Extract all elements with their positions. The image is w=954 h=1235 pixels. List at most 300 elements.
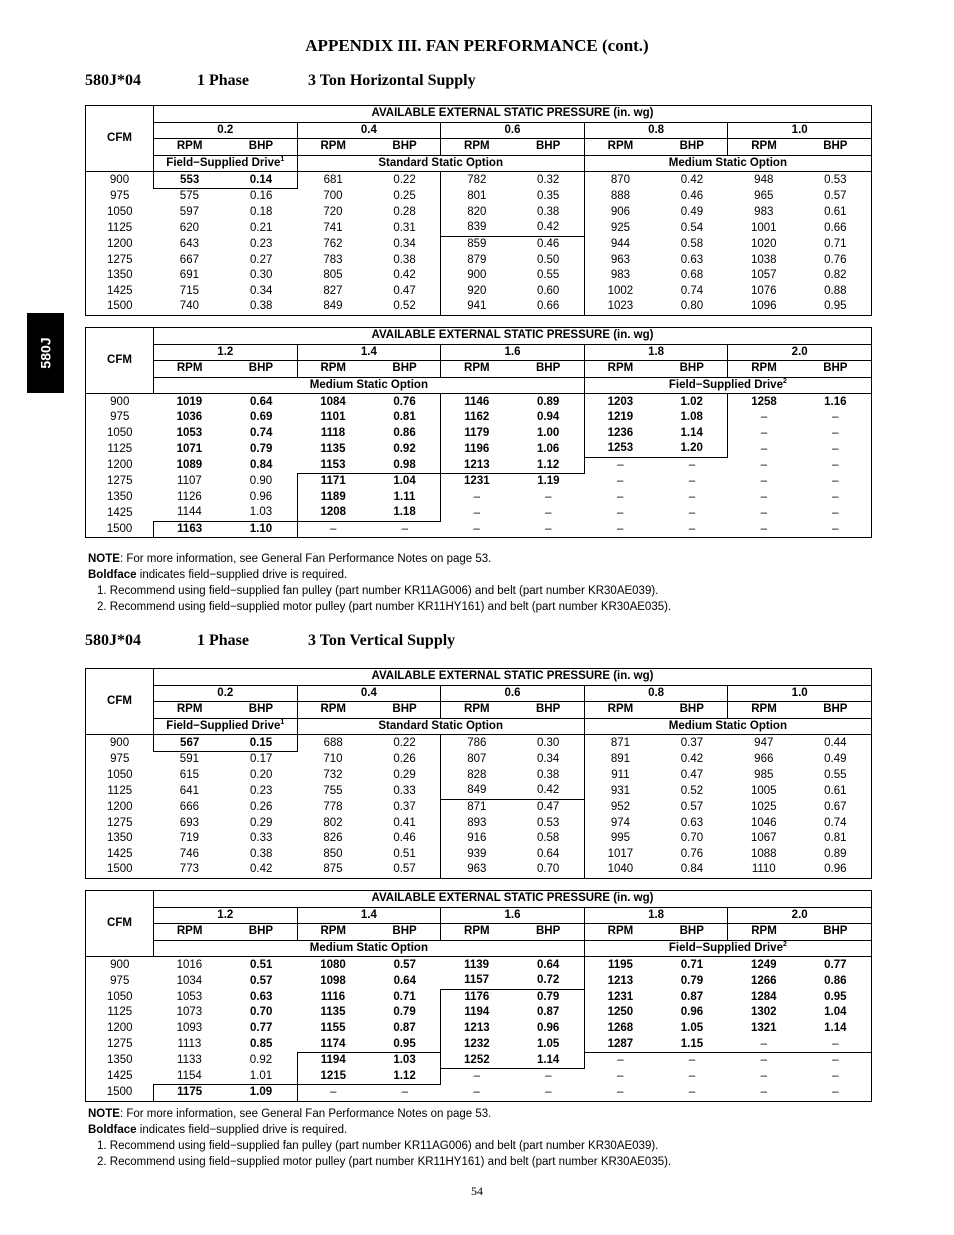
value-cell: – [656, 1085, 728, 1102]
table-row [86, 394, 872, 410]
cfm-cell: 1425 [86, 847, 154, 863]
value-cell: – [800, 426, 872, 442]
value-cell: 0.52 [369, 299, 441, 315]
value-cell: 0.71 [393, 990, 416, 1003]
value-cell: 1208 [297, 505, 369, 521]
value-cell: 0.27 [250, 253, 273, 266]
value-cell: 0.77 [250, 1022, 273, 1035]
table-row [86, 521, 872, 538]
value-cell: 0.81 [393, 411, 416, 424]
phase-label: 1 Phase [197, 632, 249, 649]
value-cell: 0.95 [800, 299, 872, 315]
value-cell: 1135 [320, 442, 346, 455]
value-cell: 916 [441, 831, 513, 847]
value-cell: – [800, 410, 872, 426]
table-row [86, 188, 872, 204]
value-cell: – [369, 1085, 441, 1102]
value-cell: 0.64 [250, 395, 273, 408]
column-label: BHP [512, 702, 584, 719]
value-cell: 688 [323, 736, 343, 749]
value-cell: 1154 [177, 1069, 202, 1082]
option-label-text: Field−Supplied Drive [166, 720, 281, 733]
value-cell: 0.87 [680, 990, 704, 1003]
value-cell: 1175 [154, 1085, 226, 1102]
table-row [86, 268, 872, 284]
value-cell: 1133 [177, 1053, 202, 1066]
table-row [86, 1069, 872, 1085]
value-cell: 0.94 [512, 410, 584, 426]
cfm-cell: 1200 [86, 457, 154, 473]
value-cell: 0.90 [249, 474, 273, 487]
column-label: BHP [512, 924, 584, 941]
value-cell: 944 [610, 237, 631, 250]
value-cell: 782 [441, 172, 513, 189]
value-cell: – [545, 490, 552, 503]
value-cell: 1153 [320, 458, 346, 471]
value-cell: 1.04 [369, 473, 441, 489]
option-label [154, 940, 585, 957]
value-cell: 1189 [297, 489, 369, 505]
cfm-cell: 1350 [86, 489, 154, 505]
footnote-ref: 1 [280, 156, 285, 164]
value-cell: 849 [441, 783, 513, 799]
pressure-value: 1.4 [297, 907, 441, 924]
value-cell: – [760, 506, 767, 519]
value-cell: 1001 [750, 221, 777, 234]
pressure-value: 2.0 [728, 344, 872, 361]
value-cell: 0.86 [393, 426, 416, 439]
value-cell: 820 [441, 205, 513, 221]
value-cell: 985 [754, 768, 774, 781]
value-cell: 1017 [607, 847, 634, 860]
column-label: BHP [369, 702, 441, 719]
option-row [86, 718, 872, 735]
value-cell: 773 [154, 862, 226, 878]
cfm-cell: 1050 [86, 426, 154, 442]
value-cell: 0.35 [512, 188, 584, 204]
pressure-header: AVAILABLE EXTERNAL STATIC PRESSURE (in. wg) [154, 328, 872, 345]
value-cell: 1053 [176, 426, 203, 439]
cfm-cell: 1425 [86, 1069, 154, 1085]
cfm-cell: 900 [86, 394, 154, 410]
column-label: RPM [154, 139, 226, 156]
value-cell: 0.46 [512, 236, 584, 252]
option-label [584, 718, 871, 735]
value-cell: 1126 [177, 490, 202, 503]
value-cell: 0.31 [393, 221, 416, 234]
value-cell: 0.16 [250, 190, 273, 203]
pressure-value: 0.8 [584, 122, 728, 139]
value-cell: – [728, 521, 800, 538]
value-cell: 1.18 [369, 505, 441, 521]
value-cell: 0.49 [680, 205, 704, 218]
cfm-cell: 1425 [86, 284, 154, 300]
value-cell: 1302 [750, 1006, 777, 1019]
pressure-value: 0.2 [154, 685, 298, 702]
value-cell: 0.38 [250, 847, 273, 860]
value-cell: 1034 [176, 974, 203, 987]
value-cell: – [473, 1070, 481, 1083]
table-row [86, 205, 872, 221]
value-cell: 1.05 [512, 1036, 584, 1052]
value-cell: 715 [179, 284, 199, 297]
value-cell: 1162 [441, 410, 513, 426]
cfm-cell: 1050 [86, 205, 154, 221]
value-cell: 1.02 [656, 394, 728, 410]
cfm-cell: 1275 [86, 1036, 154, 1052]
column-label: BHP [369, 361, 441, 378]
column-label: BHP [656, 361, 728, 378]
footnote-ref: 2 [782, 941, 787, 949]
value-cell: 0.29 [393, 768, 416, 781]
value-cell: 1005 [750, 784, 777, 797]
value-cell: 0.88 [800, 284, 872, 300]
value-cell: 1046 [750, 816, 777, 829]
column-label: RPM [441, 924, 513, 941]
value-cell: 0.46 [680, 190, 704, 203]
value-cell: 778 [323, 800, 343, 813]
value-cell: 891 [610, 753, 631, 766]
value-cell: – [800, 1052, 872, 1068]
value-cell: 0.57 [800, 188, 872, 204]
value-cell: – [800, 457, 872, 473]
value-cell: 1093 [176, 1022, 203, 1035]
column-label-row [86, 924, 872, 941]
value-cell: 0.25 [393, 190, 416, 203]
cfm-cell: 1275 [86, 473, 154, 489]
value-cell: 0.32 [512, 172, 584, 189]
table-row [86, 172, 872, 189]
value-cell: 0.26 [393, 753, 416, 766]
value-cell: – [800, 505, 872, 521]
value-cell: 1179 [441, 426, 513, 442]
value-cell: 1284 [750, 990, 777, 1003]
cfm-cell: 1500 [86, 1085, 154, 1102]
column-label: BHP [369, 924, 441, 941]
supply-label: 3 Ton Horizontal Supply [308, 72, 476, 89]
boldface-label: Boldface [88, 1124, 137, 1136]
table-row [86, 284, 872, 300]
option-label [297, 718, 584, 735]
value-cell: – [441, 521, 513, 538]
pressure-header: AVAILABLE EXTERNAL STATIC PRESSURE (in. wg) [154, 891, 872, 908]
value-cell: 0.57 [393, 958, 416, 971]
footnote-2: 2. Recommend using field−supplied motor pulley (part number KR11HY161) and belt (part number KR30AE035). [97, 1156, 672, 1168]
value-cell: 0.49 [800, 751, 872, 767]
cfm-cell: 1500 [86, 521, 154, 538]
value-cell: 1196 [441, 441, 513, 457]
value-cell: 1139 [464, 958, 490, 971]
value-cell: 871 [610, 736, 631, 749]
value-cell: 1016 [176, 958, 203, 971]
value-cell: 0.37 [680, 736, 704, 749]
value-cell: 850 [323, 847, 343, 860]
cfm-cell: 900 [86, 735, 154, 752]
value-cell: 0.66 [512, 299, 584, 315]
value-cell: – [297, 521, 369, 538]
value-cell: 0.70 [512, 862, 584, 878]
table-row [86, 973, 872, 989]
column-label: RPM [297, 139, 369, 156]
option-label-text: Field−Supplied Drive [668, 942, 783, 955]
value-cell: 667 [179, 253, 199, 266]
value-cell: 567 [154, 735, 226, 752]
value-cell: 740 [154, 299, 226, 315]
value-cell: 0.42 [512, 783, 584, 799]
pressure-value: 1.2 [154, 907, 298, 924]
value-cell: – [800, 1036, 872, 1052]
value-cell: 693 [179, 816, 199, 829]
column-label: BHP [800, 139, 872, 156]
column-label: BHP [512, 361, 584, 378]
value-cell: 0.18 [250, 205, 273, 218]
value-cell: 0.34 [393, 237, 416, 250]
value-cell: – [616, 474, 624, 487]
value-cell: 0.70 [680, 832, 704, 845]
value-cell: 0.33 [393, 784, 416, 797]
value-cell: 1020 [750, 237, 777, 250]
column-label: RPM [584, 139, 656, 156]
value-cell: 1157 [464, 974, 490, 987]
value-cell: 893 [441, 815, 513, 831]
value-cell: 0.61 [800, 205, 872, 221]
value-cell: 983 [754, 205, 774, 218]
option-label [584, 940, 871, 957]
value-cell: 0.22 [393, 173, 416, 186]
value-cell: 802 [323, 816, 343, 829]
table-row [86, 1005, 872, 1021]
value-cell: 0.38 [512, 205, 584, 221]
value-cell: 1040 [584, 862, 656, 878]
value-cell: 1253 [584, 441, 656, 457]
pressure-header: AVAILABLE EXTERNAL STATIC PRESSURE (in. wg) [154, 106, 872, 123]
column-label: BHP [225, 924, 297, 941]
value-cell: 0.63 [680, 253, 704, 266]
value-cell: 1110 [728, 862, 800, 878]
value-cell: 0.92 [249, 1053, 273, 1066]
value-cell: – [800, 473, 872, 489]
value-cell: 1118 [320, 426, 346, 439]
value-cell: 0.38 [225, 299, 297, 315]
value-cell: 0.84 [250, 458, 273, 471]
option-label [297, 155, 584, 172]
option-label [154, 377, 585, 394]
column-label: BHP [656, 702, 728, 719]
table-row [86, 1085, 872, 1102]
value-cell: 1019 [176, 395, 203, 408]
value-cell: 1116 [320, 990, 346, 1003]
table-row [86, 426, 872, 442]
option-row [86, 377, 872, 394]
value-cell: 1249 [728, 957, 800, 973]
value-cell: 900 [441, 268, 513, 284]
cfm-cell: 1500 [86, 862, 154, 878]
value-cell: 0.53 [800, 172, 872, 189]
value-cell: – [728, 1036, 800, 1052]
value-cell: 1067 [750, 832, 777, 845]
note-text: : For more information, see General Fan Performance Notes on page 53. [119, 553, 492, 565]
value-cell: – [760, 411, 768, 424]
pressure-value: 1.2 [154, 344, 298, 361]
value-cell: 1252 [441, 1052, 513, 1068]
pressure-value: 1.8 [584, 907, 728, 924]
value-cell: 966 [754, 753, 774, 766]
value-cell: 719 [179, 832, 199, 845]
value-cell: 1.12 [369, 1069, 441, 1085]
column-label: RPM [728, 361, 800, 378]
value-cell: – [760, 458, 767, 471]
cfm-cell: 975 [86, 751, 154, 767]
value-cell: – [688, 490, 696, 503]
value-cell: – [473, 506, 481, 519]
value-cell: 641 [179, 784, 199, 797]
column-label-row [86, 361, 872, 378]
value-cell: 983 [610, 269, 631, 282]
value-cell: 1163 [154, 521, 226, 538]
value-cell: 786 [441, 735, 513, 752]
value-cell: 0.61 [800, 783, 872, 799]
value-cell: 0.72 [536, 974, 560, 987]
cfm-cell: 900 [86, 957, 154, 973]
value-cell: 948 [754, 173, 774, 186]
value-cell: – [688, 459, 696, 472]
option-label-text: Medium Static Option [668, 157, 787, 170]
value-cell: 0.64 [512, 847, 584, 863]
value-cell: 1268 [584, 1021, 656, 1037]
column-label: BHP [800, 924, 872, 941]
value-cell: – [512, 1085, 584, 1102]
table-row [86, 957, 872, 973]
pressure-value: 0.6 [441, 685, 585, 702]
value-cell: 1213 [441, 457, 513, 473]
value-cell: 1002 [607, 284, 634, 297]
value-cell: 920 [441, 284, 513, 300]
value-cell: 0.21 [250, 221, 273, 234]
cfm-cell: 1275 [86, 252, 154, 268]
value-cell: 1088 [750, 847, 777, 860]
table-row [86, 1036, 872, 1052]
value-cell: – [800, 489, 872, 505]
value-cell: 1084 [320, 395, 346, 408]
table-row [86, 799, 872, 815]
cfm-cell: 1500 [86, 299, 154, 315]
column-label: RPM [441, 702, 513, 719]
value-cell: 995 [610, 832, 631, 845]
value-cell: 0.51 [393, 847, 416, 860]
value-cell: 0.37 [393, 800, 416, 813]
value-cell: 0.71 [800, 236, 872, 252]
value-cell: 1096 [728, 299, 800, 315]
value-cell: 0.63 [250, 990, 273, 1003]
value-cell: 0.96 [249, 490, 273, 503]
value-cell: 1266 [750, 974, 777, 987]
value-cell: 1.01 [249, 1069, 273, 1082]
value-cell: 0.55 [512, 268, 584, 284]
cfm-header: CFM [86, 106, 154, 172]
column-label: RPM [441, 361, 513, 378]
value-cell: 1089 [176, 458, 203, 471]
value-cell: 1174 [320, 1037, 346, 1050]
value-cell: 0.20 [250, 768, 273, 781]
value-cell: 859 [441, 236, 513, 252]
value-cell: 0.85 [250, 1037, 273, 1050]
value-cell: 0.44 [800, 735, 872, 752]
value-cell: 0.64 [393, 974, 416, 987]
column-label: RPM [728, 139, 800, 156]
pressure-value: 1.0 [728, 685, 872, 702]
boldface-label: Boldface [88, 569, 137, 581]
pressure-value: 1.6 [441, 344, 585, 361]
value-cell: 0.77 [800, 957, 872, 973]
value-cell: 1113 [177, 1037, 202, 1050]
value-cell: 1258 [751, 395, 777, 408]
table-row [86, 505, 872, 521]
value-cell: 871 [441, 799, 513, 815]
value-cell: 0.98 [393, 458, 416, 471]
side-tab [27, 313, 64, 393]
value-cell: – [760, 426, 768, 439]
option-label-text: Field−Supplied Drive [166, 157, 281, 170]
table-row [86, 815, 872, 831]
value-cell: – [584, 521, 656, 538]
boldface-text: indicates field−supplied drive is required. [136, 569, 348, 581]
value-cell: 0.42 [393, 269, 416, 282]
value-cell: 0.17 [250, 753, 273, 766]
value-cell: 1.19 [537, 475, 560, 488]
value-cell: 925 [610, 221, 631, 234]
value-cell: 1287 [584, 1036, 656, 1052]
column-label: RPM [584, 924, 656, 941]
value-cell: 783 [323, 253, 343, 266]
value-cell: 0.96 [800, 862, 872, 878]
value-cell: 0.14 [225, 172, 297, 189]
value-cell: 1194 [297, 1052, 369, 1068]
value-cell: 1215 [297, 1069, 369, 1085]
table-row [86, 831, 872, 847]
value-cell: 0.38 [393, 253, 416, 266]
option-label [584, 155, 871, 172]
value-cell: 931 [610, 784, 631, 797]
value-cell: 700 [323, 190, 343, 203]
cfm-cell: 975 [86, 410, 154, 426]
value-cell: 620 [179, 221, 199, 234]
value-cell: 1231 [464, 475, 490, 488]
value-cell: 0.74 [800, 815, 872, 831]
value-cell: 1.20 [656, 441, 728, 457]
value-cell: 807 [441, 751, 513, 767]
value-cell: 0.29 [250, 816, 273, 829]
header-row [86, 106, 872, 123]
value-cell: 0.76 [800, 252, 872, 268]
value-cell: – [760, 490, 767, 503]
boldface-text: indicates field−supplied drive is required. [136, 1124, 348, 1136]
value-cell: 0.63 [680, 816, 704, 829]
value-cell: 1.03 [369, 1052, 441, 1068]
pressure-row [86, 685, 872, 702]
value-cell: 0.42 [680, 173, 704, 186]
value-cell: 0.57 [250, 974, 273, 987]
value-cell: 826 [323, 832, 343, 845]
value-cell: – [760, 442, 768, 455]
value-cell: – [616, 506, 624, 519]
table-row [86, 410, 872, 426]
page-number: 54 [471, 1184, 483, 1198]
value-cell: 1.09 [225, 1085, 297, 1102]
column-label: BHP [369, 139, 441, 156]
column-label: BHP [225, 702, 297, 719]
fan-table-horizontal-high [85, 327, 872, 538]
cfm-cell: 1425 [86, 505, 154, 521]
